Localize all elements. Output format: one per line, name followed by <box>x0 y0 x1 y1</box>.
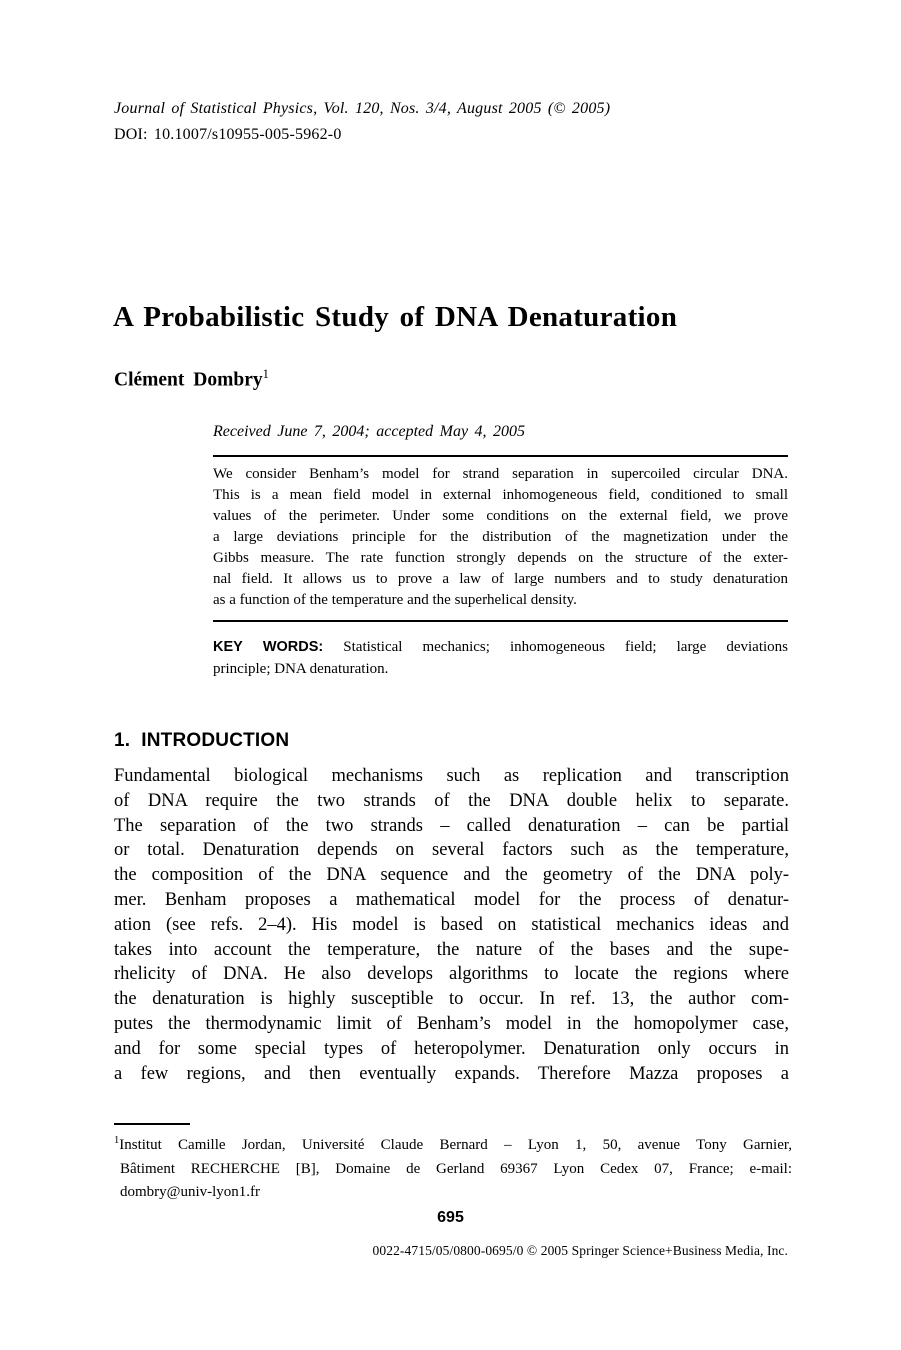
text-line: ation (see refs. 2–4). His model is based on statistical mechanics ideas and <box>114 914 789 935</box>
page-number: 695 <box>437 1209 464 1226</box>
footnote-first-line <box>114 1129 792 1158</box>
text-line: takes into account the temperature, the nature of the bases and the supe- <box>114 939 789 960</box>
keywords-rest <box>213 659 788 681</box>
text-line: Gibbs measure. The rate function strongly depends on the structure of the exter- <box>213 550 788 566</box>
text-line: or total. Denaturation depends on several factors such as the temperature, <box>114 840 789 861</box>
footnote-mark: 1 <box>114 1135 120 1146</box>
text-line: The separation of the two strands – called denaturation – can be partial <box>114 815 789 836</box>
keywords-label: KEY WORDS: <box>213 639 324 655</box>
text-line: nal field. It allows us to prove a law of large numbers and to study denaturation <box>213 571 788 587</box>
abstract-top-rule <box>213 455 788 457</box>
text-line: the composition of the DNA sequence and the geometry of the DNA poly- <box>114 865 789 886</box>
text-line: dombry@univ-lyon1.fr <box>120 1184 261 1201</box>
text-line: Bâtiment RECHERCHE [B], Domaine de Gerland 69367 Lyon Cedex 07, France; e-mail: <box>120 1160 792 1177</box>
footnote-text: Institut Camille Jordan, Université Claude Bernard – Lyon 1, 50, avenue Tony Garnier, <box>119 1137 792 1153</box>
text-line: We consider Benham’s model for strand separation in supercoiled circular DNA. <box>213 466 788 482</box>
keywords-first-line <box>213 637 788 659</box>
paper-title: A Probabilistic Study of DNA Denaturation <box>113 301 678 333</box>
text-line: the denaturation is highly susceptible to occur. In ref. 13, the author com- <box>114 989 789 1010</box>
copyright-line: 0022-4715/05/0800-0695/0 © 2005 Springer Science+Business Media, Inc. <box>372 1243 788 1258</box>
footnote-block <box>114 1129 792 1205</box>
keywords-block <box>213 637 788 680</box>
doi-line: DOI: 10.1007/s10955-005-5962-0 <box>114 126 342 143</box>
text-line: and for some special types of heteropolymer. Denaturation only occurs in <box>114 1038 789 1059</box>
section-heading-introduction <box>114 730 289 752</box>
received-accepted-line: Received June 7, 2004; accepted May 4, 2005 <box>213 423 526 440</box>
abstract <box>213 464 788 611</box>
text-line: Fundamental biological mechanisms such as replication and transcription <box>114 766 789 786</box>
journal-citation: Journal of Statistical Physics, Vol. 120, Nos. 3/4, August 2005 (© 2005) <box>114 100 611 117</box>
text-line: a large deviations principle for the distribution of the magnetization under the <box>213 529 788 545</box>
section-number: 1. <box>114 730 131 751</box>
text-line: as a function of the temperature and the superhelical density. <box>213 592 577 608</box>
text-line: of DNA require the two strands of the DNA double helix to separate. <box>114 790 789 811</box>
text-line: This is a mean field model in external inhomogeneous field, conditioned to small <box>213 487 788 503</box>
section-title: INTRODUCTION <box>141 730 290 751</box>
running-head <box>114 96 610 148</box>
text-line: values of the perimeter. Under some conditions on the external field, we prove <box>213 508 788 524</box>
text-line: mer. Benham proposes a mathematical model for the process of denatur- <box>114 889 789 910</box>
text-line: principle; DNA denaturation. <box>213 660 389 677</box>
author-footnote-mark: 1 <box>262 367 269 381</box>
footnote-rest <box>114 1158 792 1205</box>
text-line: rhelicity of DNA. He also develops algorithms to locate the regions where <box>114 964 789 985</box>
text-line: putes the thermodynamic limit of Benham’s model in the homopolymer case, <box>114 1013 789 1034</box>
footnote-rule <box>114 1123 190 1125</box>
text-line: a few regions, and then eventually expands. Therefore Mazza proposes a <box>114 1063 789 1084</box>
author-line <box>114 367 269 392</box>
abstract-bottom-rule <box>213 620 788 622</box>
author-name: Clément Dombry <box>114 369 263 391</box>
introduction-paragraph <box>114 764 789 1086</box>
keywords-text: Statistical mechanics; inhomogeneous field; large deviations <box>343 639 788 655</box>
